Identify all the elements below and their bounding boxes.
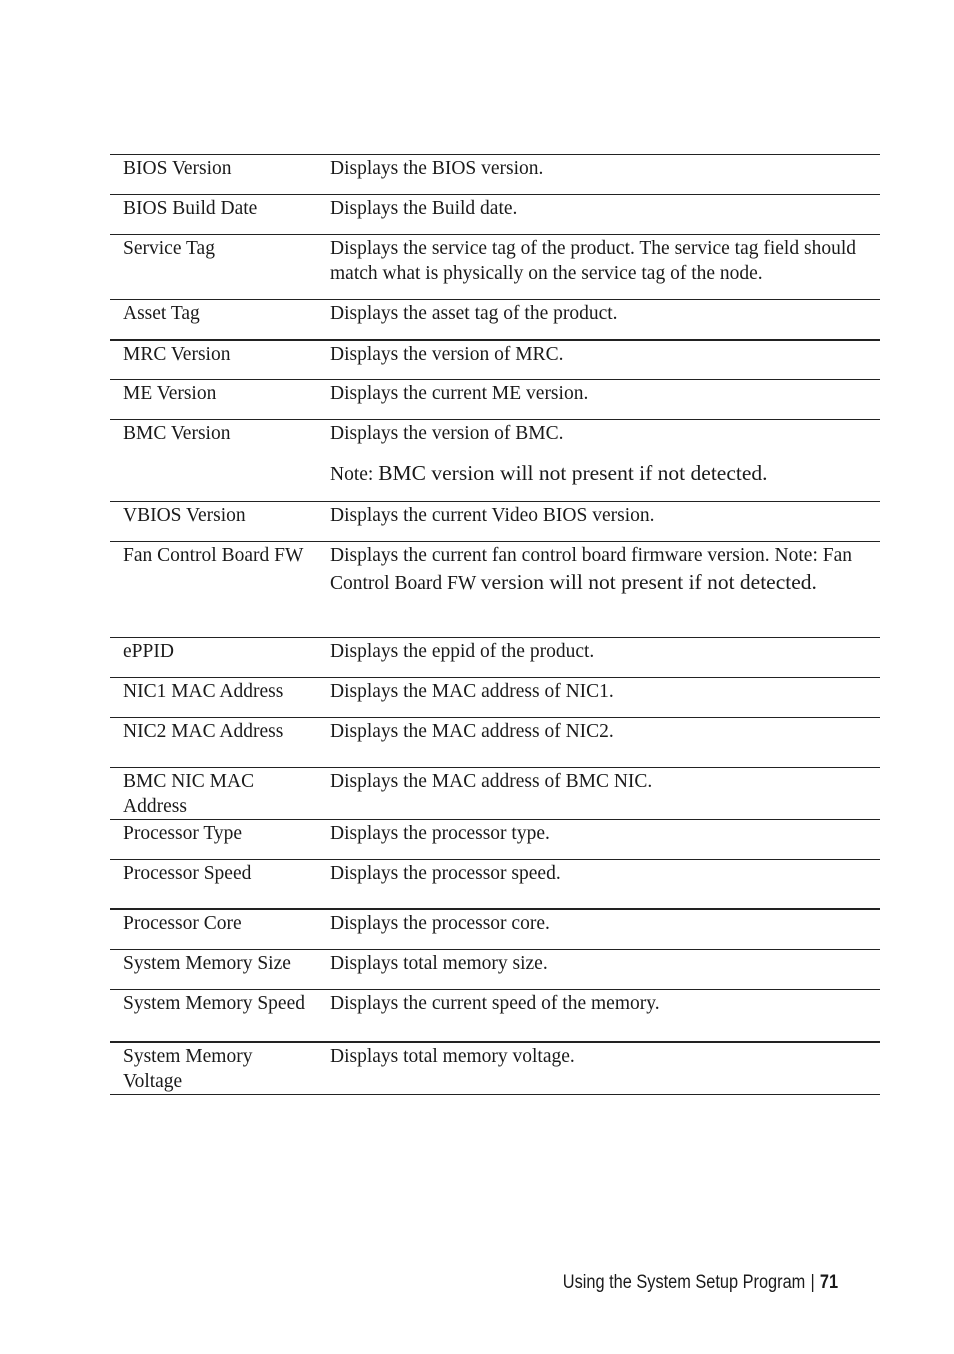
table-row [110, 419, 880, 502]
table-row [110, 908, 880, 951]
row-label: VBIOS Version [123, 505, 246, 526]
row-label: System Memory Speed [123, 993, 305, 1014]
table-row [110, 501, 880, 542]
row-label: Fan Control Board FW [123, 545, 304, 566]
note-block [330, 459, 875, 487]
table-row [110, 989, 880, 1042]
row-description: Displays the service tag of the product. The service tag field should match what is physically on the service tag of the node. [330, 238, 856, 284]
table-row [110, 859, 880, 909]
row-label: Processor Type [123, 823, 243, 844]
row-label: ME Version [123, 383, 217, 404]
description-text: Displays the version of BMC. [330, 423, 564, 444]
row-label: MRC Version [123, 344, 231, 365]
page-footer [563, 1272, 838, 1294]
row-label: NIC2 MAC Address [123, 721, 284, 742]
row-description: Displays the current Video BIOS version. [330, 505, 655, 526]
table-row [110, 1041, 880, 1095]
row-description: Displays total memory size. [330, 953, 548, 974]
table-row [110, 194, 880, 235]
description-text: Displays the current fan control board firmware version. Note: Fan Control Board FW [330, 545, 853, 594]
row-description: Displays the current ME version. [330, 383, 589, 404]
note-prefix: Note: [330, 464, 374, 485]
row-description [330, 543, 875, 596]
table-row [110, 677, 880, 718]
row-label: BIOS Build Date [123, 198, 258, 219]
table-row [110, 379, 880, 420]
row-label: BMC NIC MAC Address [123, 771, 255, 817]
row-description: Displays the processor speed. [330, 863, 561, 884]
table-row [110, 154, 880, 195]
row-description: Displays total memory voltage. [330, 1046, 575, 1067]
table-row [110, 299, 880, 340]
row-label: NIC1 MAC Address [123, 681, 284, 702]
table-row [110, 819, 880, 860]
row-label: ePPID [123, 641, 174, 662]
note-text: BMC version will not present if not detected. [378, 461, 768, 485]
row-description: Displays the MAC address of BMC NIC. [330, 771, 653, 792]
table-row [110, 234, 880, 300]
row-description: Displays the asset tag of the product. [330, 303, 618, 324]
table-row [110, 339, 880, 381]
table-row [110, 949, 880, 990]
row-label: System Memory Voltage [123, 1046, 253, 1092]
row-description: Displays the version of MRC. [330, 344, 564, 365]
row-description: Displays the MAC address of NIC1. [330, 681, 614, 702]
row-description: Displays the processor type. [330, 823, 550, 844]
table-row [110, 637, 880, 678]
row-description: Displays the current speed of the memory. [330, 993, 660, 1014]
row-description: Displays the eppid of the product. [330, 641, 595, 662]
row-label: Processor Speed [123, 863, 252, 884]
row-label: BMC Version [123, 423, 231, 444]
row-label: BIOS Version [123, 158, 232, 179]
row-label: Asset Tag [123, 303, 200, 324]
page-number: 71 [819, 1272, 838, 1293]
row-description: Displays the MAC address of NIC2. [330, 721, 614, 742]
table-row [110, 717, 880, 768]
row-label: Processor Core [123, 913, 242, 934]
table-row [110, 541, 880, 638]
row-description: Displays the processor core. [330, 913, 550, 934]
note-text: version will not present if not detected. [480, 570, 817, 594]
row-label: Service Tag [123, 238, 215, 259]
row-description: Displays the Build date. [330, 198, 518, 219]
footer-separator: | [810, 1272, 815, 1293]
row-label: System Memory Size [123, 953, 291, 974]
table-row [110, 767, 880, 820]
row-description [330, 421, 875, 487]
row-description: Displays the BIOS version. [330, 158, 544, 179]
footer-section-title: Using the System Setup Program [562, 1272, 806, 1293]
